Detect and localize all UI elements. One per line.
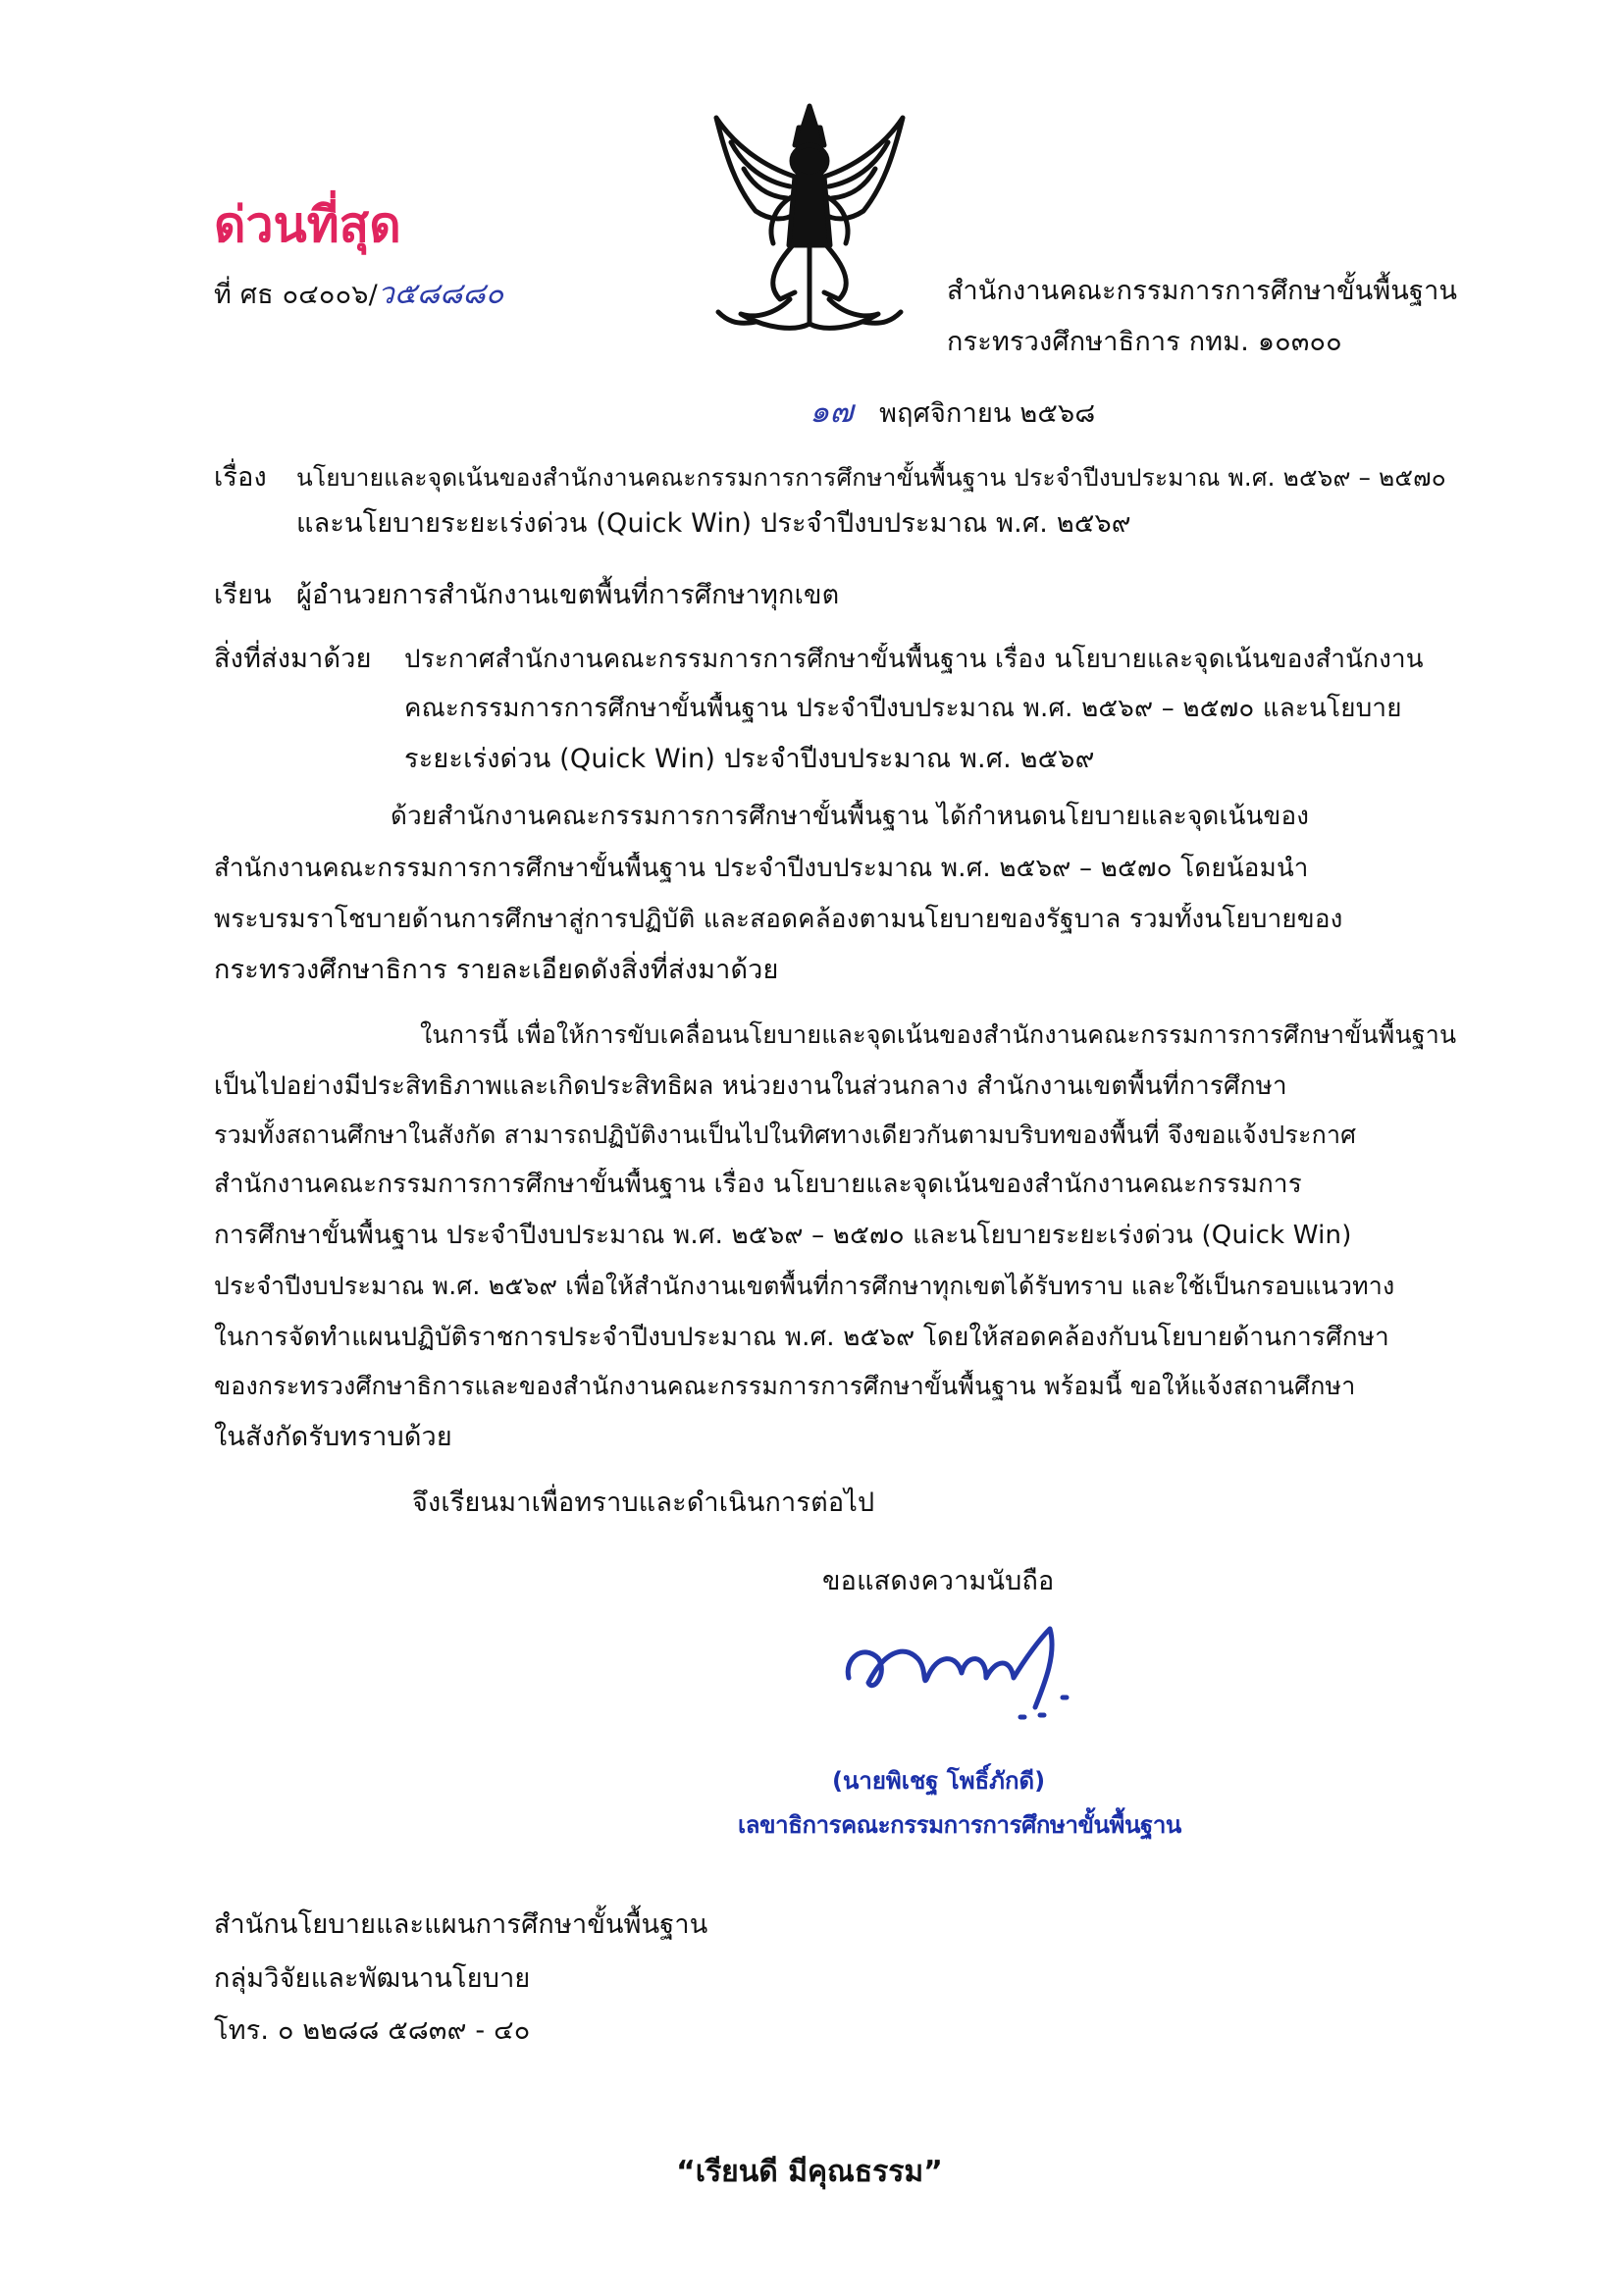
reference-handwritten-number: ว๕๘๘๘๐ — [377, 277, 504, 311]
body-p1-line-1: ด้วยสำนักงานคณะกรรมการการศึกษาขั้นพื้นฐาน ได้กำหนดนโยบายและจุดเน้นของ — [391, 802, 1310, 831]
subject-label: เรื่อง — [214, 462, 267, 493]
enclosure-label: สิ่งที่ส่งมาด้วย — [214, 644, 372, 674]
body-p1-line-4: กระทรวงศึกษาธิการ รายละเอียดดังสิ่งที่ส่งมาด้วย — [214, 955, 779, 985]
org-name: สำนักงานคณะกรรมการการศึกษาขั้นพื้นฐาน — [947, 276, 1458, 306]
signatory-title: เลขาธิการคณะกรรมการการศึกษาขั้นพื้นฐาน — [738, 1811, 1181, 1839]
garuda-emblem — [697, 98, 922, 339]
body-p2-line-7: ในการจัดทำแผนปฏิบัติราชการประจำปีงบประมาณ พ.ศ. ๒๕๖๙ โดยให้สอดคล้องกับนโยบายด้านการศึกษา — [214, 1323, 1389, 1352]
body-p2-line-3: รวมทั้งสถานศึกษาในสังกัด สามารถปฏิบัติงานเป็นไปในทิศทางเดียวกันตามบริบทของพื้นที่ จึงขอแจ้งประกาศ — [214, 1121, 1357, 1149]
enclosure-line-3: ระยะเร่งด่วน (Quick Win) ประจำปีงบประมาณ พ.ศ. ๒๕๖๙ — [404, 744, 1095, 774]
org-address: กระทรวงศึกษาธิการ กทม. ๑๐๓๐๐ — [947, 327, 1342, 357]
motto: “เรียนดี มีคุณธรรม” — [676, 2155, 943, 2189]
body-p2-line-8: ของกระทรวงศึกษาธิการและของสำนักงานคณะกรรมการการศึกษาขั้นพื้นฐาน พร้อมนี้ ขอให้แจ้งสถานศึกษา — [214, 1372, 1356, 1400]
body-p2-line-1: ในการนี้ เพื่อให้การขับเคลื่อนนโยบายและจุดเน้นของสำนักงานคณะกรรมการการศึกษาขั้นพื้นฐาน — [420, 1020, 1457, 1049]
body-p1-line-2: สำนักงานคณะกรรมการการศึกษาขั้นพื้นฐาน ประจำปีงบประมาณ พ.ศ. ๒๕๖๙ – ๒๕๗๐ โดยน้อมนำ — [214, 854, 1309, 883]
subject-line-2: และนโยบายระยะเร่งด่วน (Quick Win) ประจำปีงบประมาณ พ.ศ. ๒๕๖๙ — [296, 508, 1131, 539]
document-date — [810, 394, 1095, 431]
handwritten-signature — [839, 1599, 1104, 1737]
urgency-stamp: ด่วนที่สุด — [214, 196, 401, 253]
date-month-year: พฤศจิกายน ๒๕๖๘ — [879, 398, 1096, 429]
reference-number — [214, 278, 503, 312]
addressee: ผู้อำนวยการสำนักงานเขตพื้นที่การศึกษาทุกเขต — [296, 580, 840, 610]
closing-salutation: ขอแสดงความนับถือ — [822, 1566, 1055, 1596]
subject-line-1: นโยบายและจุดเน้นของสำนักงานคณะกรรมการการศึกษาขั้นพื้นฐาน ประจำปีงบประมาณ พ.ศ. ๒๕๖๙ – ๒๕๗๐ — [296, 463, 1446, 492]
closing-request: จึงเรียนมาเพื่อทราบและดำเนินการต่อไป — [412, 1487, 875, 1518]
body-p1-line-3: พระบรมราโชบายด้านการศึกษาสู่การปฏิบัติ และสอดคล้องตามนโยบายของรัฐบาล รวมทั้งนโยบายของ — [214, 905, 1343, 934]
footer-group: กลุ่มวิจัยและพัฒนานโยบาย — [214, 1963, 531, 1994]
body-p2-line-4: สำนักงานคณะกรรมการการศึกษาขั้นพื้นฐาน เรื่อง นโยบายและจุดเน้นของสำนักงานคณะกรรมการ — [214, 1170, 1302, 1199]
footer-phone: โทร. ๐ ๒๒๘๘ ๕๘๓๙ - ๔๐ — [214, 2015, 531, 2046]
addressee-label: เรียน — [214, 580, 272, 610]
body-p2-line-5: การศึกษาขั้นพื้นฐาน ประจำปีงบประมาณ พ.ศ. ๒๕๖๙ – ๒๕๗๐ และนโยบายระยะเร่งด่วน (Quick Win) — [214, 1221, 1352, 1250]
reference-prefix: ที่ ศธ ๐๔๐๐๖/ — [214, 280, 378, 310]
enclosure-line-1: ประกาศสำนักงานคณะกรรมการการศึกษาขั้นพื้นฐาน เรื่อง นโยบายและจุดเน้นของสำนักงาน — [404, 645, 1424, 674]
footer-office: สำนักนโยบายและแผนการศึกษาขั้นพื้นฐาน — [214, 1909, 708, 1940]
body-p2-line-9: ในสังกัดรับทราบด้วย — [214, 1422, 452, 1452]
body-p2-line-6: ประจำปีงบประมาณ พ.ศ. ๒๕๖๙ เพื่อให้สำนักงานเขตพื้นที่การศึกษาทุกเขตได้รับทราบ และใช้เป็นกรอบแนวทาง — [214, 1272, 1395, 1300]
enclosure-line-2: คณะกรรมการการศึกษาขั้นพื้นฐาน ประจำปีงบประมาณ พ.ศ. ๒๕๖๙ – ๒๕๗๐ และนโยบาย — [404, 694, 1402, 723]
signatory-name: (นายพิเชฐ โพธิ์ภักดี) — [832, 1767, 1046, 1795]
body-p2-line-2: เป็นไปอย่างมีประสิทธิภาพและเกิดประสิทธิผล หน่วยงานในส่วนกลาง สำนักงานเขตพื้นที่การศึกษา — [214, 1071, 1287, 1101]
date-day-handwritten: ๑๗ — [810, 392, 854, 430]
